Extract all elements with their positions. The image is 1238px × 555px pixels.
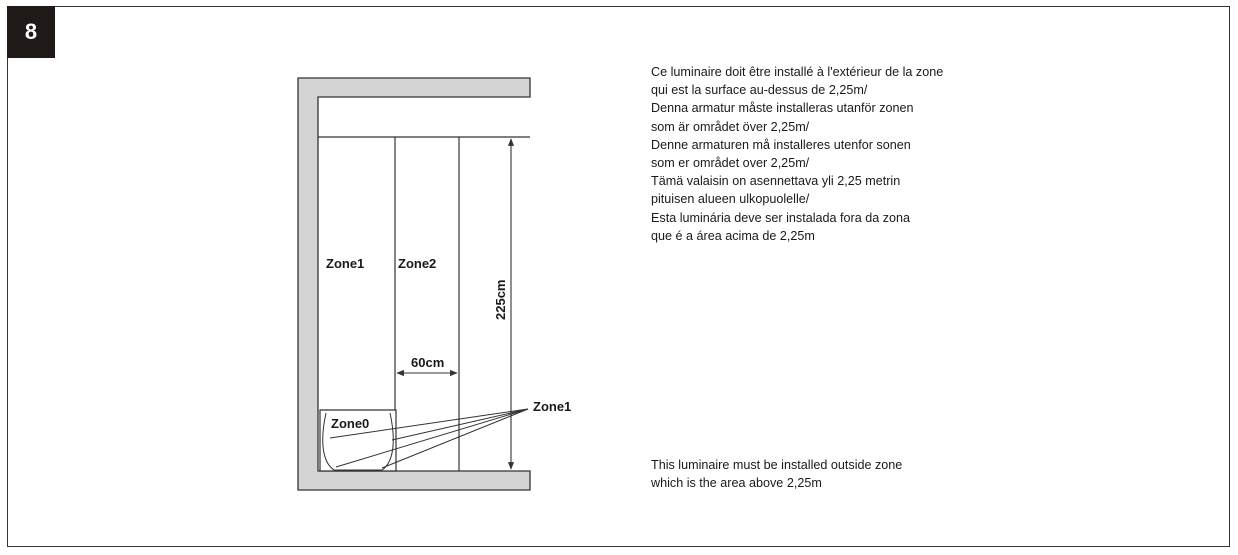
zone1-pointer-line-4: [382, 409, 528, 468]
english-instruction-line: which is the area above 2,25m: [651, 476, 822, 491]
zone1-pointer-label: Zone1: [533, 399, 572, 414]
instruction-line: som är området över 2,25m/: [651, 119, 810, 134]
width-dimension-label: 60cm: [411, 355, 445, 370]
english-instructions: [651, 456, 1011, 492]
instruction-line: Tämä valaisin on asennettava yli 2,25 metrin: [651, 174, 901, 189]
instruction-line: som er området over 2,25m/: [651, 156, 810, 171]
zone1-pointer-line-2: [392, 409, 528, 440]
height-dimension-label: 225cm: [493, 279, 508, 320]
zone0-label: Zone0: [331, 416, 370, 431]
zone2-label: Zone2: [398, 256, 437, 271]
instruction-line: Ce luminaire doit être installé à l'extérieur de la zone: [651, 65, 944, 79]
instruction-line: pituisen alueen ulkopuolelle/: [651, 192, 810, 207]
zone1-label: Zone1: [326, 256, 365, 271]
english-instruction-line: This luminaire must be installed outside zone: [651, 458, 903, 472]
multilingual-instructions: [651, 63, 1011, 245]
instruction-line: Denna armatur måste installeras utanför zonen: [651, 101, 914, 116]
step-number: 8: [24, 19, 38, 44]
instruction-line: qui est la surface au-dessus de 2,25m/: [651, 83, 868, 98]
instruction-line: que é a área acima de 2,25m: [651, 228, 815, 243]
instruction-line: Esta luminária deve ser instalada fora da zona: [651, 210, 911, 225]
instruction-line: Denne armaturen må installeres utenfor sonen: [651, 137, 911, 152]
